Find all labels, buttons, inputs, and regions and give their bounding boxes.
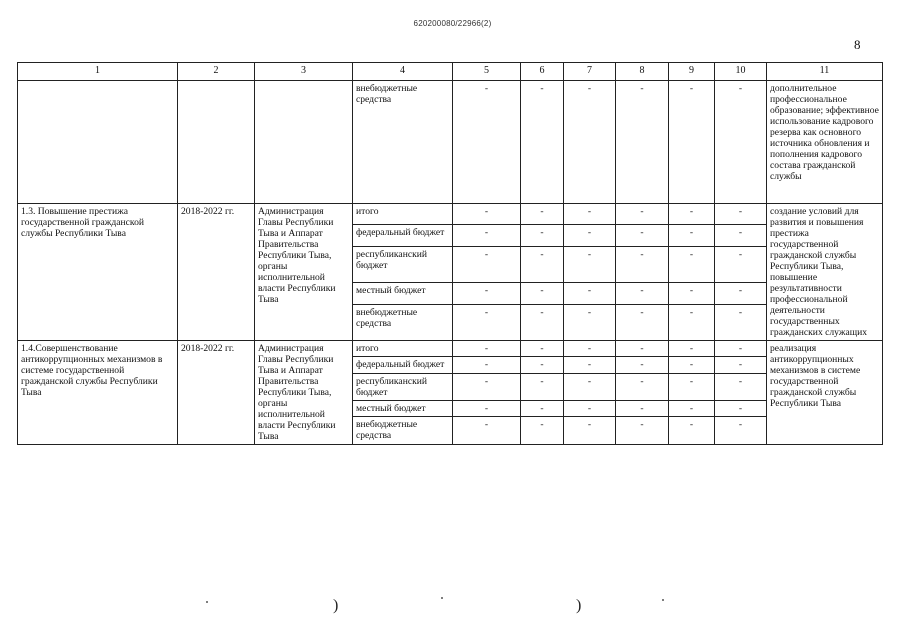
funding-source-label: внебюджетные средства xyxy=(353,81,453,204)
value-cell: - xyxy=(616,341,669,357)
scan-mark: ) xyxy=(333,597,339,614)
funding-source-label: итого xyxy=(353,341,453,357)
period-cell xyxy=(178,81,255,204)
value-cell: - xyxy=(564,204,616,225)
value-cell: - xyxy=(453,401,521,417)
result-cell: создание условий для развития и повышения престижа государственной гражданской службы Республики Тыва, повышение результативности профессиональной деятельности государственных гражданских служащих xyxy=(767,204,883,341)
value-cell: - xyxy=(715,357,767,373)
value-cell: - xyxy=(616,373,669,401)
document-id: 620200080/22966(2) xyxy=(413,19,492,28)
executor-cell: Администрация Главы Республики Тыва и Аппарат Правительства Республики Тыва, органы исполнительной власти Республики Тыва xyxy=(255,204,353,341)
table-row xyxy=(18,81,883,204)
value-cell: - xyxy=(616,417,669,445)
value-cell: - xyxy=(616,81,669,204)
value-cell: - xyxy=(453,357,521,373)
value-cell: - xyxy=(453,373,521,401)
value-cell: - xyxy=(669,81,715,204)
value-cell: - xyxy=(564,246,616,282)
funding-source-label: местный бюджет xyxy=(353,401,453,417)
column-header: 3 xyxy=(255,63,353,81)
value-cell: - xyxy=(564,304,616,340)
value-cell: - xyxy=(669,373,715,401)
value-cell: - xyxy=(669,283,715,304)
table-row xyxy=(18,204,883,225)
measure-cell: 1.4.Совершенствование антикоррупционных механизмов в системе государственной гражданской службы Республики Тыва xyxy=(18,341,178,445)
value-cell: - xyxy=(521,341,564,357)
value-cell: - xyxy=(616,225,669,246)
value-cell: - xyxy=(715,304,767,340)
funding-source-label: федеральный бюджет xyxy=(353,357,453,373)
value-cell: - xyxy=(521,246,564,282)
table-row xyxy=(18,341,883,357)
value-cell: - xyxy=(616,304,669,340)
value-cell: - xyxy=(669,304,715,340)
page-number: 8 xyxy=(854,37,861,52)
value-cell: - xyxy=(453,225,521,246)
value-cell: - xyxy=(564,283,616,304)
value-cell: - xyxy=(453,341,521,357)
column-header: 8 xyxy=(616,63,669,81)
value-cell: - xyxy=(521,373,564,401)
value-cell: - xyxy=(715,81,767,204)
value-cell: - xyxy=(521,204,564,225)
value-cell: - xyxy=(564,417,616,445)
value-cell: - xyxy=(453,283,521,304)
value-cell: - xyxy=(715,373,767,401)
column-header: 9 xyxy=(669,63,715,81)
value-cell: - xyxy=(715,204,767,225)
column-header: 1 xyxy=(18,63,178,81)
value-cell: - xyxy=(453,81,521,204)
value-cell: - xyxy=(715,246,767,282)
value-cell: - xyxy=(715,401,767,417)
value-cell: - xyxy=(521,357,564,373)
funding-source-label: внебюджетные средства xyxy=(353,304,453,340)
column-header: 2 xyxy=(178,63,255,81)
value-cell: - xyxy=(669,204,715,225)
column-header: 11 xyxy=(767,63,883,81)
funding-source-label: итого xyxy=(353,204,453,225)
value-cell: - xyxy=(616,204,669,225)
value-cell: - xyxy=(453,417,521,445)
value-cell: - xyxy=(669,225,715,246)
funding-source-label: местный бюджет xyxy=(353,283,453,304)
value-cell: - xyxy=(564,401,616,417)
value-cell: - xyxy=(669,417,715,445)
result-cell: дополнительное профессиональное образование; эффективное использование кадрового резерва как основного источника обновления и пополнения кадрового состава гражданской службы xyxy=(767,81,883,204)
funding-source-label: внебюджетные средства xyxy=(353,417,453,445)
value-cell: - xyxy=(715,417,767,445)
scan-mark: ) xyxy=(576,597,582,614)
scan-speck xyxy=(441,597,443,599)
funding-source-label: федеральный бюджет xyxy=(353,225,453,246)
scan-speck xyxy=(206,601,208,603)
value-cell: - xyxy=(564,341,616,357)
value-cell: - xyxy=(616,357,669,373)
value-cell: - xyxy=(564,225,616,246)
executor-cell xyxy=(255,81,353,204)
column-header: 4 xyxy=(353,63,453,81)
funding-source-label: республиканский бюджет xyxy=(353,373,453,401)
value-cell: - xyxy=(715,341,767,357)
value-cell: - xyxy=(521,304,564,340)
measure-cell: 1.3. Повышение престижа государственной гражданской службы Республики Тыва xyxy=(18,204,178,341)
column-header: 7 xyxy=(564,63,616,81)
value-cell: - xyxy=(521,417,564,445)
value-cell: - xyxy=(669,246,715,282)
column-header: 10 xyxy=(715,63,767,81)
value-cell: - xyxy=(564,373,616,401)
value-cell: - xyxy=(669,357,715,373)
column-header: 5 xyxy=(453,63,521,81)
value-cell: - xyxy=(616,283,669,304)
value-cell: - xyxy=(521,401,564,417)
value-cell: - xyxy=(564,81,616,204)
scan-speck xyxy=(662,599,664,601)
value-cell: - xyxy=(715,283,767,304)
program-table xyxy=(17,62,883,445)
value-cell: - xyxy=(521,225,564,246)
value-cell: - xyxy=(453,246,521,282)
period-cell: 2018-2022 гг. xyxy=(178,341,255,445)
value-cell: - xyxy=(616,246,669,282)
value-cell: - xyxy=(616,401,669,417)
executor-cell: Администрация Главы Республики Тыва и Аппарат Правительства Республики Тыва, органы исполнительной власти Республики Тыва xyxy=(255,341,353,445)
measure-cell xyxy=(18,81,178,204)
value-cell: - xyxy=(453,204,521,225)
result-cell: реализация антикоррупционных механизмов в системе государственной гражданской службы Республики Тыва xyxy=(767,341,883,445)
value-cell: - xyxy=(715,225,767,246)
value-cell: - xyxy=(521,283,564,304)
value-cell: - xyxy=(521,81,564,204)
period-cell: 2018-2022 гг. xyxy=(178,204,255,341)
column-number-row xyxy=(18,63,883,81)
value-cell: - xyxy=(453,304,521,340)
value-cell: - xyxy=(669,341,715,357)
funding-source-label: республиканский бюджет xyxy=(353,246,453,282)
value-cell: - xyxy=(669,401,715,417)
value-cell: - xyxy=(564,357,616,373)
column-header: 6 xyxy=(521,63,564,81)
